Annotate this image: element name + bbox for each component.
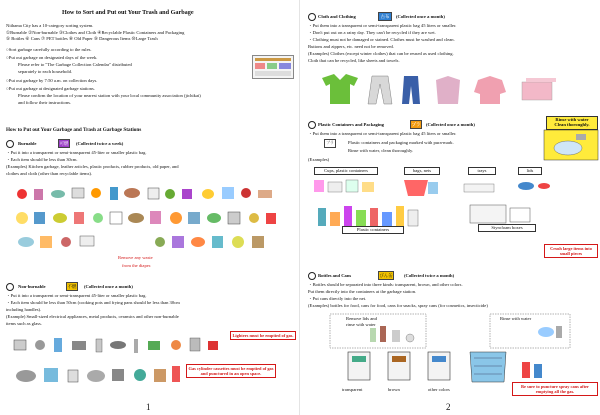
intro-text: Niihama City has a 10-category sorting system.: [6, 23, 94, 28]
plastic-badge: プラ: [411, 122, 421, 127]
clothing-badge: 古布: [378, 12, 392, 21]
plastic-line-2: Plastic containers and packaging marked with pura-mark.: [348, 140, 454, 145]
bottles-line-1: ・Bottles should be separated into three kinds: transparent, brown, and other colors.: [308, 282, 463, 287]
clothing-line-4: Buttons and zippers, etc. need not be removed.: [308, 44, 394, 49]
bottles-line-2: Put them directly into the containers at the garbage station.: [308, 289, 417, 294]
rule-8: and follow their instructions.: [18, 100, 72, 105]
burnable-line-2: ・Each item should be less than 30cm.: [6, 157, 78, 162]
clothing-line-5: (Examples) Clothes (except winter clothes) that can be reused as used clothing.: [308, 51, 454, 56]
color-brown: brown: [388, 387, 400, 392]
label-plastic-containers: Plastic containers: [342, 226, 404, 234]
rule-1: ○Sort garbage carefully according to the rules.: [6, 47, 92, 52]
nonburnable-frequency: (Collected once a month): [84, 284, 133, 289]
clothing-heading: Cloth and Clothing: [318, 14, 356, 19]
bottles-cans-illustration: [300, 0, 600, 415]
plastic-line-3: Rinse with water, clean thoroughly.: [348, 148, 414, 153]
plastic-line-1: ・Put them into a transparent or semi-transparent plastic bag 45 liters or smaller.: [308, 131, 457, 136]
rule-6: ○Put out garbage at designated garbage stations.: [6, 86, 95, 91]
rule-4: separately to each household.: [18, 69, 73, 74]
clothing-frequency: (Collected once a month): [396, 14, 445, 19]
stations-heading: How to Put out Your Garbage and Trash at Garbage Stations: [6, 127, 142, 133]
rule-5: ○Put out garbage by 7:50 a.m. on collection days.: [6, 78, 98, 83]
diaper-note-line-2: from the diaper.: [122, 263, 152, 268]
clothing-line-3: ・Clothing must not be damaged or stained. Clothes must be washed and clean.: [308, 37, 455, 42]
nonburnable-line-5: items such as glass.: [6, 321, 42, 326]
clothing-line-1: ・Put them into a transparent or semi-transparent plastic bag 45 liters or smaller.: [308, 23, 457, 28]
bottles-badge: びん缶: [379, 273, 393, 278]
color-transparent: transparent: [342, 387, 363, 392]
bottles-line-4: (Examples) bottles for food, cans for food, cans for snacks, spray cans (for cosmetics, insecticide): [308, 303, 488, 308]
rinse-note-line-2: Clean thoroughly.: [554, 122, 590, 128]
page-2: [300, 0, 600, 415]
color-other: other colors: [428, 387, 450, 392]
bottles-heading: Bottles and Cans: [318, 273, 352, 278]
label-styrofoam-boxes: Styrofoam boxes: [478, 224, 536, 232]
rinse-water-label: Rinse with water: [500, 316, 532, 321]
label-bags-nets: bags, nets: [404, 167, 440, 175]
spray-can-note: Be sure to puncture spray cans after emptying all the gas.: [512, 382, 598, 396]
plastic-heading: Plastic Containers and Packaging: [318, 122, 384, 127]
label-cups-containers: Cups, plastic containers: [314, 167, 378, 175]
page-title: How to Sort and Put out Your Trash and Garbage: [62, 9, 194, 16]
burnable-line-1: ・Put it into a transparent or semi-transparent 45-liter or smaller plastic bag.: [6, 150, 147, 155]
nonburnable-line-2: ・Each item should be less than 50cm (cooking pots and frying pans should be less than 30cm: [6, 300, 180, 305]
pura-mark-icon: プラ: [324, 139, 336, 148]
label-lids: lids: [518, 167, 542, 175]
bottles-frequency: (Collected twice a month): [404, 273, 455, 278]
plastic-examples-label: (Examples): [308, 157, 330, 162]
categories-line-1: ①Burnable ②Non-burnable ③Clothes and Cloth ④Recyclable Plastic Containers and Packaging: [6, 30, 185, 35]
remove-lids-line-1: Remove lids and: [346, 316, 377, 321]
burnable-frequency: (Collected twice a week): [76, 141, 124, 146]
rule-7: Please confirm the location of your nearest station with your local community association (jichikai): [18, 93, 201, 98]
nonburnable-line-3: including handles).: [6, 307, 42, 312]
plastic-frequency: (Collected once a month): [426, 122, 475, 127]
burnable-heading: Burnable: [18, 141, 37, 146]
burnable-line-3: (Examples) Kitchen garbage, leather articles, plastic products, rubber products, old paper, and: [6, 164, 179, 169]
nonburnable-badge: 不燃: [67, 284, 77, 289]
rule-2: ○Put out garbage on designated days of the week.: [6, 55, 98, 60]
nonburnable-line-1: ・Put it into a transparent or semi-transparent 45-liter or smaller plastic bag.: [6, 293, 147, 298]
rinse-note-line-1: Rinse with water: [555, 117, 589, 122]
burnable-line-4: clothes and cloth (other than recyclable items).: [6, 171, 93, 176]
nonburnable-line-4: (Example) Small-sized electrical appliances, metal products, ceramics and other non-burnable: [6, 314, 179, 319]
crush-note: Crush large items into small pieces: [544, 244, 598, 258]
burnable-badge: 可燃: [59, 141, 69, 146]
clothing-line-6: Cloth that can be recycled, like sheets and towels.: [308, 58, 400, 63]
lighter-note: Lighters must be emptied of gas.: [230, 331, 296, 340]
diaper-note-line-1: Remove any waste: [118, 255, 153, 260]
label-trays: trays: [468, 167, 496, 175]
page-number: 1: [146, 402, 151, 412]
rule-3: Please refer to "The Garbage Collection Calendar" distributed: [18, 62, 132, 67]
page-number: 2: [446, 402, 451, 412]
remove-lids-line-2: rinse with water: [346, 322, 376, 327]
bottles-line-3: ・Put cans directly into the net.: [308, 296, 367, 301]
gas-cylinder-note: Gas cylinder cassettes must be emptied of gas and punctured in an open space.: [186, 364, 276, 378]
categories-line-2: ⑤ Bottles ⑥ Cans ⑦ PET bottles ⑧ Old Paper ⑨ Dangerous Items ⑩Large Trash: [6, 36, 158, 41]
clothing-line-2: ・Don't put out on a rainy day. They can't be recycled if they are wet.: [308, 30, 436, 35]
nonburnable-heading: Non-burnable: [18, 284, 46, 289]
